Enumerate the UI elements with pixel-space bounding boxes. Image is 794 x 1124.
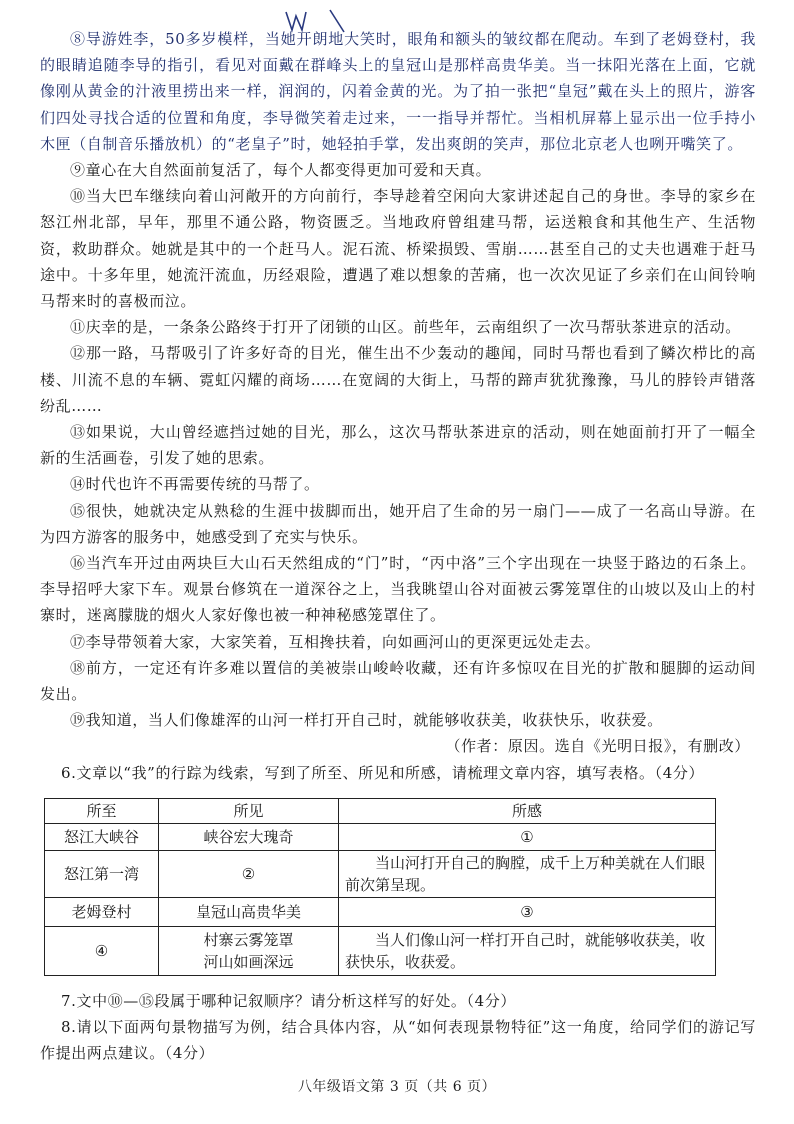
answer-blank-1[interactable]: ①: [339, 824, 716, 851]
paragraph-17: ⑰李导带领着大家，大家笑着，互相搀扶着，向如画河山的更深更远处走去。: [70, 632, 601, 651]
cell-felt: 当人们像山河一样打开自己时，就能够收获美，收获快乐，收获爱。: [339, 927, 716, 976]
itinerary-table: [44, 798, 716, 976]
table-row: [45, 824, 716, 851]
header-place: 所至: [45, 799, 159, 824]
question-7: 7.文中⑩—⑮段属于哪种记叙顺序？请分析这样写的好处。（4分）: [61, 992, 516, 1010]
cell-felt: 当山河打开自己的胸膛，成千上万种美就在人们眼前次第呈现。: [339, 851, 716, 898]
article-body: [40, 26, 756, 786]
header-felt: 所感: [339, 799, 716, 824]
paragraph-8: ⑧导游姓李，50多岁模样，当她开朗地大笑时，眼角和额头的皱纹都在爬动。车到了老姆登村，我的眼睛追随李导的指引，看见对面戴在群峰头上的皇冠山是那样高贵华美。当一抹阳光落在上面，它就像刚从黄金的汁液里捞出来一样，润润的，闪着金黄的光。为了拍一张把“皇冠”戴在头上的照片，游客们四处寻找合适的位置和角度，李导微笑着走过来，一一指导并帮忙。当相机屏幕上显示出一位手持小木匣（自制音乐播放机）的“老皇子”时，她轻拍手掌，发出爽朗的笑声，那位北京老人也咧开嘴笑了。: [40, 30, 756, 153]
table-row: [45, 927, 716, 976]
paragraph-13: ⑬如果说，大山曾经遮挡过她的目光，那么，这次马帮驮茶进京的活动，则在她面前打开了一幅全新的生活画卷，引发了她的思索。: [40, 423, 756, 468]
article-source: （作者：原因。选自《光明日报》，有删改）: [445, 737, 750, 756]
table-row: [45, 851, 716, 898]
cell-seen: 皇冠山高贵华美: [159, 898, 339, 927]
paragraph-18: ⑱前方，一定还有许多难以置信的美被崇山峻岭收藏，还有许多惊叹在目光的扩散和腿脚的运动间发出。: [40, 658, 756, 704]
paragraph-15: ⑮很快，她就决定从熟稔的生涯中拔脚而出，她开启了生命的另一扇门——成了一名高山导游。在为四方游客的服务中，她感受到了充实与快乐。: [40, 501, 756, 546]
paragraph-19: ⑲我知道，当人们像雄浑的山河一样打开自己时，就能够收获美，收获快乐，收获爱。: [70, 711, 663, 730]
question-6: 6.文章以“我”的行踪为线索，写到了所至、所见和所感，请梳理文章内容，填写表格。（4分）: [61, 763, 705, 782]
cell-place: 怒江第一湾: [45, 851, 159, 898]
answer-blank-3[interactable]: ③: [339, 898, 716, 927]
paragraph-9: ⑨童心在大自然面前复活了，每个人都变得更加可爱和天真。: [70, 161, 492, 180]
cell-place: 怒江大峡谷: [45, 824, 159, 851]
table-header-row: [45, 799, 716, 824]
paragraph-12: ⑫那一路，马帮吸引了许多好奇的目光，催生出不少轰动的趣闻，同时马帮也看到了鳞次栉比的高楼、川流不息的车辆、霓虹闪耀的商场……在宽阔的大街上，马帮的蹄声犹犹豫豫，马儿的脖铃声错落纷乱……: [40, 344, 756, 415]
paragraph-11: ⑪庆幸的是，一条条公路终于打开了闭锁的山区。前些年，云南组织了一次马帮驮茶进京的活动。: [70, 318, 741, 337]
header-seen: 所见: [159, 799, 339, 824]
question-8: 8.请以下面两句景物描写为例，结合具体内容，从“如何表现景物特征”这一角度，给同学们的游记写作提出两点建议。（4分）: [40, 1018, 756, 1062]
cell-seen: 村寨云雾笼罩 河山如画深远: [159, 927, 339, 976]
answer-blank-2[interactable]: ②: [159, 851, 339, 898]
table-row: [45, 898, 716, 927]
answer-blank-4[interactable]: ④: [45, 927, 159, 976]
paragraph-16: ⑯当汽车开过由两块巨大山石天然组成的“门”时，“丙中洛”三个字出现在一块竖于路边的石条上。李导招呼大家下车。观景台修筑在一道深谷之上，当我眺望山谷对面被云雾笼罩住的山坡以及山上的村寨时，迷离朦胧的烟火人家好像也被一种神秘感笼罩住了。: [40, 554, 756, 625]
page-footer: 八年级语文第 3 页（共 6 页）: [297, 1079, 497, 1095]
paragraph-10: ⑩当大巴车继续向着山河敞开的方向前行，李导趁着空闲向大家讲述起自己的身世。李导的家乡在怒江州北部，早年，那里不通公路，物资匮乏。当地政府曾组建马帮，运送粮食和其他生产、生活物资，救助群众。她就是其中的一个赶马人。泥石流、桥梁损毁、雪崩……甚至自己的丈夫也遇难于赶马途中。十多年里，她流汗流血，历经艰险，遭遇了难以想象的苦痛，也一次次见证了乡亲们在山间铃响马帮来时的喜极而泣。: [40, 187, 756, 311]
questions-block: [40, 988, 756, 1066]
cell-seen: 峡谷宏大瑰奇: [159, 824, 339, 851]
paragraph-14: ⑭时代也许不再需要传统的马帮了。: [70, 475, 320, 494]
cell-place: 老姆登村: [45, 898, 159, 927]
